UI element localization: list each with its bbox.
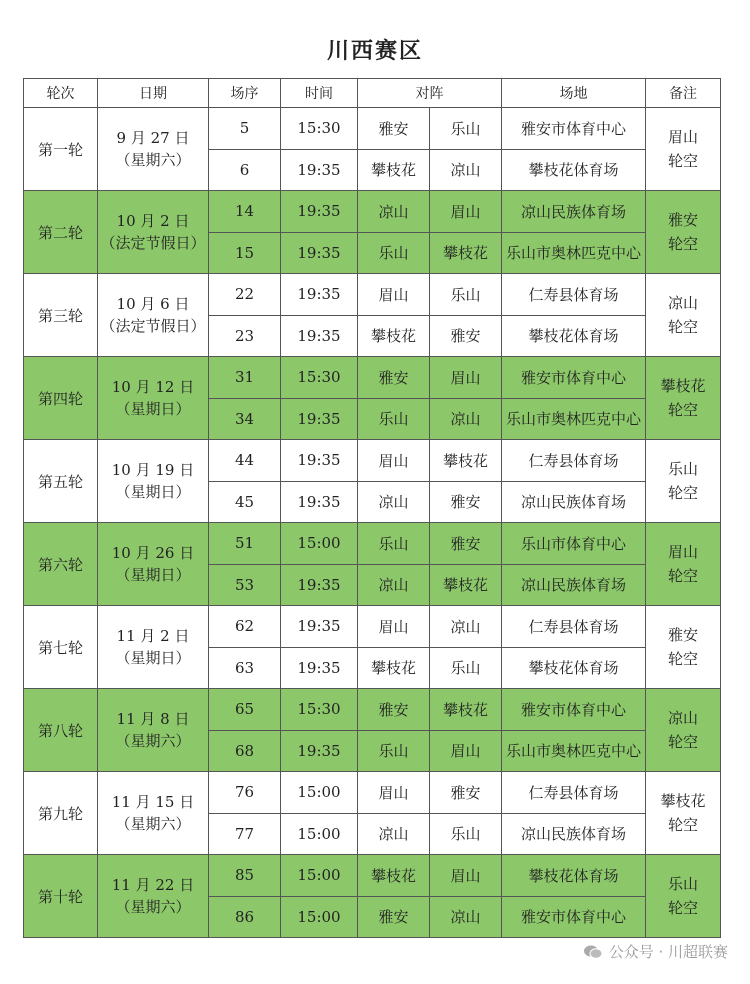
weekday-text: （法定节假日） [100, 234, 206, 252]
table-row [24, 108, 721, 150]
time-cell: 15:00 [281, 523, 358, 565]
away-team-cell: 眉山 [430, 730, 502, 772]
note-team: 攀枝花 [660, 377, 706, 395]
home-team-cell: 凉山 [358, 564, 430, 606]
time-cell: 19:35 [281, 440, 358, 482]
date-cell [98, 523, 209, 606]
note-cell [646, 855, 721, 938]
date-cell [98, 108, 209, 191]
time-cell: 15:30 [281, 108, 358, 150]
watermark-text: 公众号 · 川超联赛 [608, 943, 728, 961]
date-cell [98, 689, 209, 772]
note-bye: 轮空 [667, 318, 698, 336]
header-row [24, 79, 721, 108]
away-team-cell: 凉山 [430, 149, 502, 191]
note-bye: 轮空 [667, 816, 698, 834]
seq-cell: 23 [209, 315, 281, 357]
date-cell [98, 440, 209, 523]
weekday-text: （星期六） [115, 732, 191, 750]
time-cell: 19:35 [281, 481, 358, 523]
away-team-cell: 攀枝花 [430, 689, 502, 731]
round-cell: 第四轮 [24, 357, 98, 440]
note-bye: 轮空 [667, 567, 698, 585]
venue-cell: 凉山民族体育场 [502, 191, 646, 233]
home-team-cell: 凉山 [358, 191, 430, 233]
venue-cell: 凉山民族体育场 [502, 481, 646, 523]
date-text: 11 月 22 日 [111, 876, 195, 894]
seq-cell: 76 [209, 772, 281, 814]
away-team-cell: 眉山 [430, 855, 502, 897]
venue-cell: 乐山市体育中心 [502, 523, 646, 565]
time-cell: 19:35 [281, 564, 358, 606]
weekday-text: （星期六） [115, 151, 191, 169]
table-row [24, 689, 721, 731]
venue-cell: 攀枝花体育场 [502, 647, 646, 689]
weekday-text: （法定节假日） [100, 317, 206, 335]
header-time: 时间 [281, 79, 358, 108]
round-cell: 第五轮 [24, 440, 98, 523]
seq-cell: 45 [209, 481, 281, 523]
note-cell [646, 606, 721, 689]
table-row [24, 855, 721, 897]
seq-cell: 86 [209, 896, 281, 938]
time-cell: 19:35 [281, 606, 358, 648]
home-team-cell: 凉山 [358, 481, 430, 523]
date-text: 11 月 8 日 [116, 710, 190, 728]
seq-cell: 5 [209, 108, 281, 150]
home-team-cell: 眉山 [358, 772, 430, 814]
note-team: 凉山 [667, 709, 698, 727]
note-cell [646, 274, 721, 357]
note-bye: 轮空 [667, 235, 698, 253]
away-team-cell: 雅安 [430, 481, 502, 523]
note-cell [646, 191, 721, 274]
schedule-table [23, 78, 721, 938]
home-team-cell: 攀枝花 [358, 149, 430, 191]
header-note: 备注 [646, 79, 721, 108]
seq-cell: 62 [209, 606, 281, 648]
note-bye: 轮空 [667, 152, 698, 170]
home-team-cell: 雅安 [358, 108, 430, 150]
time-cell: 19:35 [281, 232, 358, 274]
weekday-text: （星期日） [115, 400, 191, 418]
date-text: 9 月 27 日 [116, 129, 190, 147]
header-date: 日期 [98, 79, 209, 108]
note-cell [646, 523, 721, 606]
round-cell: 第六轮 [24, 523, 98, 606]
note-bye: 轮空 [667, 650, 698, 668]
round-cell: 第一轮 [24, 108, 98, 191]
away-team-cell: 眉山 [430, 357, 502, 399]
header-matchup: 对阵 [358, 79, 502, 108]
note-cell [646, 357, 721, 440]
away-team-cell: 凉山 [430, 896, 502, 938]
wechat-icon [583, 944, 603, 960]
note-team: 乐山 [667, 460, 698, 478]
away-team-cell: 乐山 [430, 813, 502, 855]
seq-cell: 51 [209, 523, 281, 565]
table-row [24, 772, 721, 814]
away-team-cell: 眉山 [430, 191, 502, 233]
table-row [24, 606, 721, 648]
weekday-text: （星期日） [115, 483, 191, 501]
home-team-cell: 雅安 [358, 896, 430, 938]
note-cell [646, 689, 721, 772]
away-team-cell: 雅安 [430, 315, 502, 357]
away-team-cell: 乐山 [430, 274, 502, 316]
time-cell: 19:35 [281, 274, 358, 316]
note-team: 攀枝花 [660, 792, 706, 810]
header-venue: 场地 [502, 79, 646, 108]
note-team: 凉山 [667, 294, 698, 312]
home-team-cell: 雅安 [358, 689, 430, 731]
date-cell [98, 191, 209, 274]
away-team-cell: 攀枝花 [430, 564, 502, 606]
round-cell: 第三轮 [24, 274, 98, 357]
note-bye: 轮空 [667, 484, 698, 502]
time-cell: 19:35 [281, 191, 358, 233]
seq-cell: 22 [209, 274, 281, 316]
time-cell: 15:30 [281, 689, 358, 731]
venue-cell: 凉山民族体育场 [502, 813, 646, 855]
table-row [24, 274, 721, 316]
time-cell: 15:30 [281, 357, 358, 399]
seq-cell: 31 [209, 357, 281, 399]
venue-cell: 仁寿县体育场 [502, 274, 646, 316]
time-cell: 15:00 [281, 896, 358, 938]
venue-cell: 乐山市奥林匹克中心 [502, 232, 646, 274]
round-cell: 第八轮 [24, 689, 98, 772]
venue-cell: 攀枝花体育场 [502, 149, 646, 191]
home-team-cell: 乐山 [358, 232, 430, 274]
weekday-text: （星期日） [115, 649, 191, 667]
away-team-cell: 雅安 [430, 772, 502, 814]
away-team-cell: 凉山 [430, 398, 502, 440]
seq-cell: 15 [209, 232, 281, 274]
venue-cell: 雅安市体育中心 [502, 896, 646, 938]
home-team-cell: 攀枝花 [358, 855, 430, 897]
time-cell: 15:00 [281, 813, 358, 855]
round-cell: 第九轮 [24, 772, 98, 855]
home-team-cell: 雅安 [358, 357, 430, 399]
seq-cell: 53 [209, 564, 281, 606]
away-team-cell: 乐山 [430, 647, 502, 689]
date-text: 10 月 2 日 [116, 212, 190, 230]
note-cell [646, 772, 721, 855]
table-row [24, 440, 721, 482]
seq-cell: 77 [209, 813, 281, 855]
seq-cell: 85 [209, 855, 281, 897]
seq-cell: 44 [209, 440, 281, 482]
date-cell [98, 274, 209, 357]
seq-cell: 63 [209, 647, 281, 689]
time-cell: 19:35 [281, 647, 358, 689]
home-team-cell: 乐山 [358, 523, 430, 565]
home-team-cell: 凉山 [358, 813, 430, 855]
date-cell [98, 357, 209, 440]
time-cell: 19:35 [281, 149, 358, 191]
away-team-cell: 雅安 [430, 523, 502, 565]
seq-cell: 6 [209, 149, 281, 191]
note-cell [646, 108, 721, 191]
venue-cell: 雅安市体育中心 [502, 357, 646, 399]
weekday-text: （星期六） [115, 898, 191, 916]
note-bye: 轮空 [667, 733, 698, 751]
time-cell: 19:35 [281, 315, 358, 357]
page-title: 川西赛区 [326, 39, 423, 64]
home-team-cell: 眉山 [358, 274, 430, 316]
time-cell: 19:35 [281, 398, 358, 440]
venue-cell: 仁寿县体育场 [502, 606, 646, 648]
header-seq: 场序 [209, 79, 281, 108]
note-team: 雅安 [667, 626, 698, 644]
venue-cell: 雅安市体育中心 [502, 689, 646, 731]
time-cell: 19:35 [281, 730, 358, 772]
seq-cell: 65 [209, 689, 281, 731]
note-team: 乐山 [667, 875, 698, 893]
note-team: 眉山 [667, 543, 698, 561]
away-team-cell: 凉山 [430, 606, 502, 648]
away-team-cell: 攀枝花 [430, 440, 502, 482]
home-team-cell: 乐山 [358, 398, 430, 440]
time-cell: 15:00 [281, 772, 358, 814]
venue-cell: 仁寿县体育场 [502, 772, 646, 814]
header-round: 轮次 [24, 79, 98, 108]
home-team-cell: 眉山 [358, 606, 430, 648]
date-text: 10 月 12 日 [111, 378, 195, 396]
venue-cell: 攀枝花体育场 [502, 855, 646, 897]
round-cell: 第十轮 [24, 855, 98, 938]
home-team-cell: 眉山 [358, 440, 430, 482]
note-bye: 轮空 [667, 899, 698, 917]
date-text: 10 月 26 日 [111, 544, 195, 562]
seq-cell: 68 [209, 730, 281, 772]
venue-cell: 乐山市奥林匹克中心 [502, 398, 646, 440]
date-text: 10 月 19 日 [111, 461, 195, 479]
round-cell: 第七轮 [24, 606, 98, 689]
venue-cell: 雅安市体育中心 [502, 108, 646, 150]
date-text: 10 月 6 日 [116, 295, 190, 313]
home-team-cell: 乐山 [358, 730, 430, 772]
seq-cell: 34 [209, 398, 281, 440]
away-team-cell: 乐山 [430, 108, 502, 150]
time-cell: 15:00 [281, 855, 358, 897]
note-team: 雅安 [667, 211, 698, 229]
seq-cell: 14 [209, 191, 281, 233]
date-cell [98, 855, 209, 938]
note-team: 眉山 [667, 128, 698, 146]
venue-cell: 乐山市奥林匹克中心 [502, 730, 646, 772]
away-team-cell: 攀枝花 [430, 232, 502, 274]
watermark [583, 941, 728, 962]
weekday-text: （星期日） [115, 566, 191, 584]
table-row [24, 523, 721, 565]
table-row [24, 357, 721, 399]
date-cell [98, 772, 209, 855]
date-text: 11 月 2 日 [116, 627, 190, 645]
venue-cell: 凉山民族体育场 [502, 564, 646, 606]
date-text: 11 月 15 日 [111, 793, 195, 811]
note-bye: 轮空 [667, 401, 698, 419]
note-cell [646, 440, 721, 523]
date-cell [98, 606, 209, 689]
table-row [24, 191, 721, 233]
home-team-cell: 攀枝花 [358, 647, 430, 689]
venue-cell: 攀枝花体育场 [502, 315, 646, 357]
venue-cell: 仁寿县体育场 [502, 440, 646, 482]
round-cell: 第二轮 [24, 191, 98, 274]
home-team-cell: 攀枝花 [358, 315, 430, 357]
weekday-text: （星期六） [115, 815, 191, 833]
